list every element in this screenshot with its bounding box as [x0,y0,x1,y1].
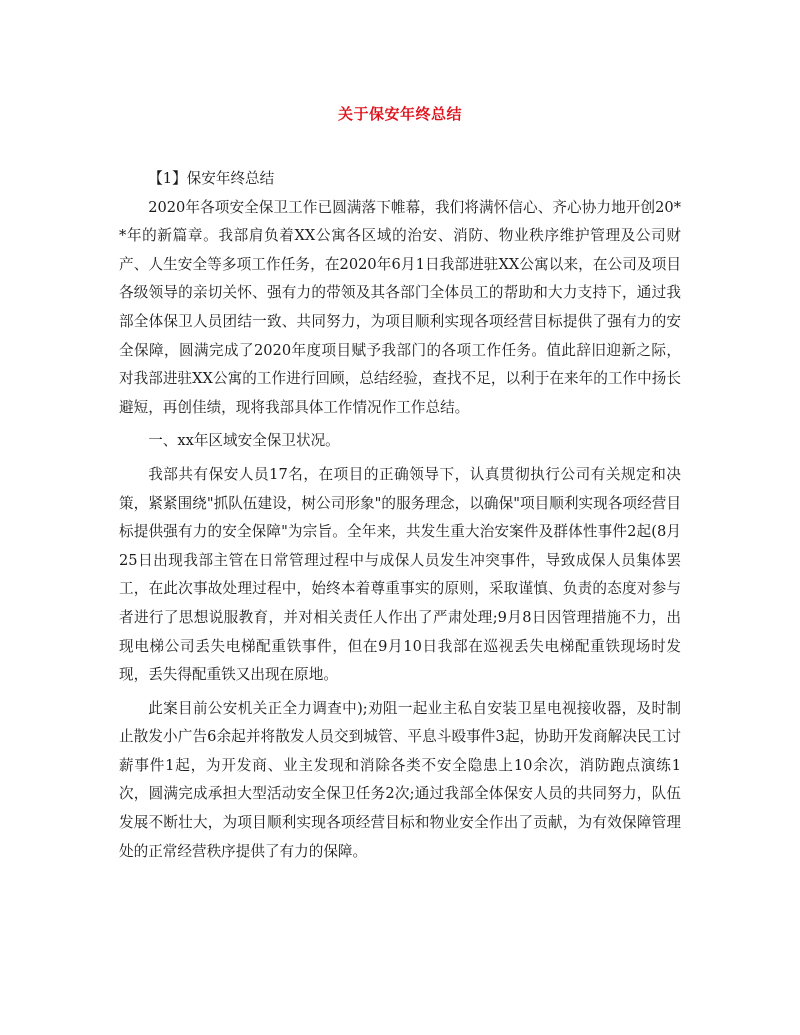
paragraph-staffing: 我部共有保安人员17名，在项目的正确领导下，认真贯彻执行公司有关规定和决策，紧紧围绕"抓队伍建设，树公司形象"的服务理念，以确保"项目顺利实现各项经营目标提供强有力的安全保障"为宗旨。全年来，共发生重大治安案件及群体性事件2起(8月25日出现我部主管在日常管理过程中与成保人员发生冲突事件，导致成保人员集体罢工，在此次事故处理过程中，始终本着尊重事实的原则，采取谨慎、负责的态度对参与者进行了思想说服教育，并对相关责任人作出了严肃处理;9月8日因管理措施不力，出现电梯公司丢失电梯配重铁事件，但在9月10日我部在巡视丢失电梯配重铁现场时发现，丢失得配重铁又出现在原地。 [119,465,681,684]
document-title: 关于保安年终总结 [337,105,462,123]
document-body [119,165,681,871]
section-heading: 【1】保安年终总结 [148,170,275,187]
paragraph-intro: 2020年各项安全保卫工作已圆满落下帷幕，我们将满怀信心、齐心协力地开创20**年的新篇章。我部肩负着XX公寓各区域的治安、消防、物业秩序维护管理及公司财产、人生安全等多项工作任务，在2020年6月1日我部进驻XX公寓以来，在公司及项目各级领导的亲切关怀、强有力的带领及其各部门全体员工的帮助和大力支持下，通过我部全体保卫人员团结一致、共同努力，为项目顺利实现各项经营目标提供了强有力的安全保障，圆满完成了2020年度项目赋予我部门的各项工作任务。值此辞旧迎新之际，对我部进驻XX公寓的工作进行回顾，总结经验，查找不足，以利于在来年的工作中扬长避短，再创佳绩，现将我部具体工作情况作工作总结。 [119,198,681,416]
paragraph-subheading: 一、xx年区域安全保卫状况。 [148,432,340,450]
paragraph-achievements: 此案目前公安机关正全力调查中);劝阻一起业主私自安装卫星电视接收器，及时制止散发小广告6余起并将散发人员交到城管、平息斗殴事件3起，协助开发商解决民工讨薪事件1起，为开发商、业主发现和消除各类不安全隐患上10余次，消防跑点演练1次，圆满完成承担大型活动安全保卫任务2次;通过我部全体保安人员的共同努力，队伍发展不断壮大，为项目顺利实现各项经营目标和物业安全作出了贡献，为有效保障管理处的正常经营秩序提供了有力的保障。 [119,699,681,860]
